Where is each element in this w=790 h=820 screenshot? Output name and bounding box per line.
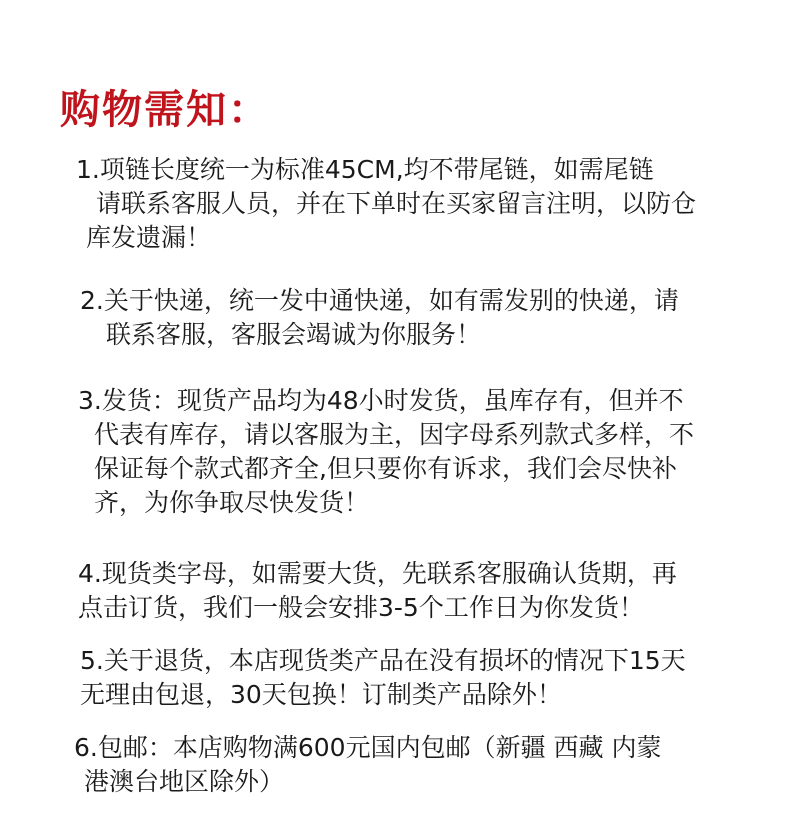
notice-1-line-2: 请联系客服人员，并在下单时在买家留言注明，以防仓 [96,189,697,218]
page-title: 购物需知： [60,87,270,133]
notice-3-line-2: 代表有库存，请以客服为主，因字母系列款式多样，不 [94,420,695,449]
notice-3-line-3: 保证每个款式都齐全,但只要你有诉求，我们会尽快补 [94,454,677,483]
notice-3-line-4: 齐，为你争取尽快发货！ [94,488,370,517]
notice-3 [78,384,694,520]
notice-6-line-1: 6.包邮：本店购物满600元国内包邮（新疆 西藏 内蒙 [74,733,662,762]
notice-5-line-1: 5.关于退货，本店现货类产品在没有损坏的情况下15天 [80,646,686,675]
notice-1-line-1: 1.项链长度统一为标准45CM,均不带尾链，如需尾链 [76,155,654,184]
notice-4-line-2: 点击订货，我们一般会安排3-5个工作日为你发货！ [78,593,644,622]
notice-5-line-2: 无理由包退，30天包换！订制类产品除外！ [80,680,562,709]
notice-6-line-2: 港澳台地区除外） [84,767,285,796]
notice-6 [74,731,661,799]
notice-4 [78,557,677,625]
notice-3-line-1: 3.发货：现货产品均为48小时发货，虽库存有，但并不 [78,386,684,415]
notice-2-line-1: 2.关于快递，统一发中通快递，如有需发别的快递，请 [80,286,679,315]
notice-1-line-3: 库发遗漏！ [86,223,212,252]
notice-2 [80,284,679,352]
notice-5 [80,644,686,712]
notice-2-line-2: 联系客服，客服会竭诚为你服务！ [106,320,482,349]
notice-4-line-1: 4.现货类字母，如需要大货，先联系客服确认货期，再 [78,559,677,588]
notice-1 [76,153,696,255]
